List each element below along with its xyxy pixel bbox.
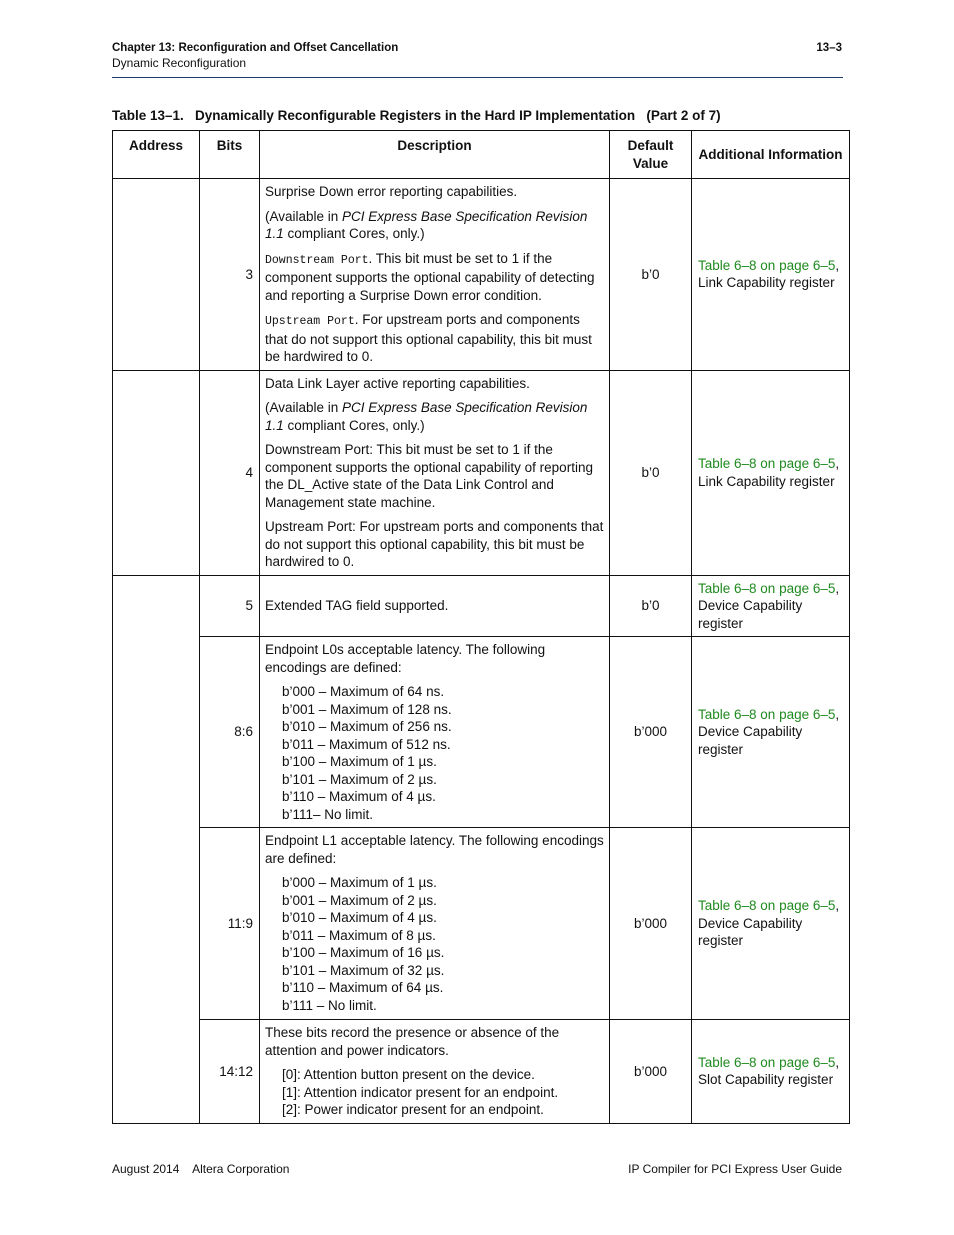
header-rule xyxy=(112,77,843,78)
desc-downstream: Downstream Port. This bit must be set to 1 if the component supports the optional capability of detecting and reporting a Surprise Down error condition. xyxy=(265,250,595,303)
address-cell xyxy=(113,575,200,1123)
bits-cell: 4 xyxy=(200,370,260,575)
table-link[interactable]: Table 6–8 on page 6–5 xyxy=(698,456,836,471)
list-item: b’010 – Maximum of 4 µs. xyxy=(282,910,437,925)
bits-cell: 5 xyxy=(200,575,260,637)
default-cell: b’000 xyxy=(610,637,692,828)
list-item: b’011 – Maximum of 8 µs. xyxy=(282,927,436,943)
list-item: b’100 – Maximum of 16 µs. xyxy=(282,945,445,960)
info-cell: Table 6–8 on page 6–5, Link Capability register xyxy=(692,370,850,575)
col-address: Address xyxy=(113,131,200,179)
desc-line: Data Link Layer active reporting capabilities. xyxy=(265,375,530,391)
col-default-line1: Default xyxy=(627,138,674,153)
desc-line: Endpoint L1 acceptable latency. The following encodings are defined: xyxy=(265,833,604,866)
description-cell xyxy=(260,575,610,637)
footer-guide-title: IP Compiler for PCI Express User Guide xyxy=(628,1162,842,1176)
default-cell: b’0 xyxy=(610,575,692,637)
bits-cell: 3 xyxy=(200,179,260,371)
col-default-line2: Value xyxy=(632,155,669,171)
table-link[interactable]: Table 6–8 on page 6–5 xyxy=(698,1054,836,1070)
footer-date-company: August 2014 Altera Corporation xyxy=(112,1162,290,1176)
desc-upstream: Upstream Port. For upstream ports and components that do not support this optional capability, this bit must be hardwired to 0. xyxy=(265,312,592,364)
desc-line: Surprise Down error reporting capabilities. xyxy=(265,184,518,199)
info-text: Device Capability register xyxy=(698,724,803,757)
page-header xyxy=(112,42,842,70)
table-row xyxy=(113,575,850,637)
list-item: b’000 – Maximum of 1 µs. xyxy=(282,875,437,890)
info-text: Device Capability register xyxy=(698,915,803,949)
table-link[interactable]: Table 6–8 on page 6–5 xyxy=(698,898,836,914)
list-item: b’110 – Maximum of 4 µs. xyxy=(282,789,436,804)
desc-line: Endpoint L0s acceptable latency. The following encodings are defined: xyxy=(265,642,546,675)
description-cell xyxy=(260,370,610,575)
default-cell: b’0 xyxy=(610,179,692,371)
encoding-list xyxy=(265,874,604,1014)
section-title: Dynamic Reconfiguration xyxy=(112,56,247,70)
default-cell: b’000 xyxy=(610,1020,692,1124)
list-item: b’101 – Maximum of 32 µs. xyxy=(282,962,445,978)
info-cell: Table 6–8 on page 6–5, Device Capability register xyxy=(692,828,850,1020)
bits-cell: 8:6 xyxy=(200,637,260,828)
table-row xyxy=(113,828,850,1020)
info-cell: Table 6–8 on page 6–5, Slot Capability register xyxy=(692,1020,850,1124)
code-upstream-port: Upstream Port xyxy=(265,315,355,328)
table-link[interactable]: Table 6–8 on page 6–5 xyxy=(698,706,836,722)
desc-availability: (Available in PCI Express Base Specification Revision 1.1 compliant Cores, only.) xyxy=(265,208,588,241)
table-link[interactable]: Table 6–8 on page 6–5 xyxy=(698,580,836,596)
chapter-title: Chapter 13: Reconfiguration and Offset Cancellation xyxy=(112,42,399,54)
description-cell xyxy=(260,828,610,1020)
col-bits: Bits xyxy=(200,131,260,179)
info-text: Slot Capability register xyxy=(698,1072,834,1088)
default-cell: b’000 xyxy=(610,828,692,1020)
info-text: Link Capability register xyxy=(698,473,835,489)
list-item: b’110 – Maximum of 64 µs. xyxy=(282,980,444,995)
description-cell xyxy=(260,1020,610,1124)
encoding-list xyxy=(265,683,604,823)
list-item: b’101 – Maximum of 2 µs. xyxy=(282,771,437,787)
list-item: b’001 – Maximum of 128 ns. xyxy=(282,701,452,717)
desc-upstream: Upstream Port: For upstream ports and components that do not support this optional capability, this bit must be hardwired to 0. xyxy=(265,519,604,569)
address-cell xyxy=(113,370,200,575)
desc-availability: (Available in PCI Express Base Specification Revision 1.1 compliant Cores, only.) xyxy=(265,400,588,433)
address-cell xyxy=(113,179,200,371)
description-cell xyxy=(260,179,610,371)
table-row xyxy=(113,370,850,575)
list-item: b’010 – Maximum of 256 ns. xyxy=(282,719,452,734)
list-item: b’111– No limit. xyxy=(282,806,374,822)
spec-name: PCI Express Base Specification Revision 1.1 xyxy=(265,400,588,433)
list-item: b’111 – No limit. xyxy=(282,997,377,1013)
page-number: 13–3 xyxy=(816,42,842,54)
info-text: Link Capability register xyxy=(698,275,835,291)
code-downstream-port: Downstream Port xyxy=(265,253,369,267)
list-item: b’100 – Maximum of 1 µs. xyxy=(282,754,437,769)
desc-downstream: Downstream Port: This bit must be set to 1 if the component supports the optional capability of reporting the DL_Active state of the Data Link Control and Management state machine. xyxy=(265,442,593,510)
list-item: [2]: Power indicator present for an endpoint. xyxy=(282,1102,544,1117)
spec-name: PCI Express Base Specification Revision 1.1 xyxy=(265,208,588,241)
list-item: b’001 – Maximum of 2 µs. xyxy=(282,892,437,908)
description-cell xyxy=(260,637,610,828)
col-default xyxy=(610,131,692,179)
list-item: b’011 – Maximum of 512 ns. xyxy=(282,736,451,752)
table-title: Table 13–1. Dynamically Reconfigurable Registers in the Hard IP Implementation (Part 2 of 7) xyxy=(112,108,721,123)
bits-cell: 14:12 xyxy=(200,1020,260,1124)
table-row xyxy=(113,1020,850,1124)
info-cell: Table 6–8 on page 6–5, Link Capability register xyxy=(692,179,850,371)
col-info: Additional Information xyxy=(692,131,850,179)
col-description: Description xyxy=(260,131,610,179)
info-cell: Table 6–8 on page 6–5, Device Capability register xyxy=(692,575,850,637)
desc-line: These bits record the presence or absence of the attention and power indicators. xyxy=(265,1025,560,1058)
bits-cell: 11:9 xyxy=(200,828,260,1020)
table-row xyxy=(113,179,850,371)
registers-table xyxy=(112,130,850,1124)
table-row xyxy=(113,637,850,828)
info-text: Device Capability register xyxy=(698,598,803,631)
list-item: [0]: Attention button present on the device. xyxy=(282,1067,535,1082)
desc-line: Extended TAG field supported. xyxy=(265,598,449,613)
list-item: [1]: Attention indicator present for an endpoint. xyxy=(282,1084,559,1100)
table-header-row xyxy=(113,131,850,179)
list-item: b’000 – Maximum of 64 ns. xyxy=(282,684,445,699)
default-cell: b’0 xyxy=(610,370,692,575)
indicator-list xyxy=(265,1066,604,1119)
table-link[interactable]: Table 6–8 on page 6–5 xyxy=(698,257,836,273)
info-cell: Table 6–8 on page 6–5, Device Capability register xyxy=(692,637,850,828)
